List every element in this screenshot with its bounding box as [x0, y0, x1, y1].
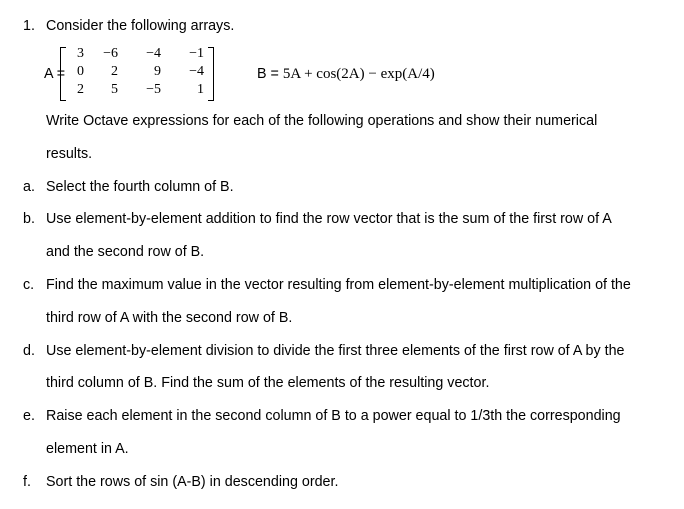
matrix-cell: 1: [197, 82, 204, 97]
matrix-row: [66, 82, 216, 99]
part-letter: c.: [23, 277, 35, 293]
part-text: Raise each element in the second column of B to a power equal to 1/3th the corresponding: [46, 408, 621, 424]
part-letter: f.: [23, 474, 31, 490]
matrix-cell: 9: [154, 64, 161, 79]
b-equation: [257, 66, 435, 83]
part-letter: b.: [23, 211, 35, 227]
part-text: Sort the rows of sin (A-B) in descending order.: [46, 474, 339, 490]
part-text: third column of B. Find the sum of the elements of the resulting vector.: [46, 375, 490, 391]
b-expression: 5A + cos(2A) − exp(A/4): [282, 66, 435, 82]
matrix-cell: −4: [189, 64, 204, 79]
matrix-row: [66, 64, 216, 81]
matrix-row: [66, 46, 216, 63]
problem-intro: Consider the following arrays.: [46, 18, 235, 34]
problem-number: 1.: [23, 18, 35, 34]
part-text: element in A.: [46, 441, 129, 457]
matrix-cell: 3: [77, 46, 84, 61]
part-text: Find the maximum value in the vector resulting from element-by-element multiplication of the: [46, 277, 631, 293]
matrix-cell: −5: [146, 82, 161, 97]
part-letter: d.: [23, 343, 35, 359]
matrix-cell: 2: [111, 64, 118, 79]
matrix-a: [66, 46, 216, 102]
b-label: B =: [257, 66, 279, 82]
matrix-a-label: A =: [44, 66, 66, 82]
part-text: Select the fourth column of B.: [46, 179, 234, 195]
part-letter: e.: [23, 408, 35, 424]
matrix-cell: −1: [189, 46, 204, 61]
matrix-cell: 2: [77, 82, 84, 97]
instruction-line-1: Write Octave expressions for each of the following operations and show their numerical: [46, 113, 598, 129]
instruction-line-2: results.: [46, 146, 93, 162]
matrix-cell: −6: [103, 46, 118, 61]
part-text: and the second row of B.: [46, 244, 205, 260]
matrix-cell: 0: [77, 64, 84, 79]
matrix-cell: 5: [111, 82, 118, 97]
matrix-cell: −4: [146, 46, 161, 61]
part-text: Use element-by-element division to divide the first three elements of the first row of A by the: [46, 343, 625, 359]
part-letter: a.: [23, 179, 35, 195]
part-text: third row of A with the second row of B.: [46, 310, 293, 326]
part-text: Use element-by-element addition to find the row vector that is the sum of the first row of A: [46, 211, 612, 227]
